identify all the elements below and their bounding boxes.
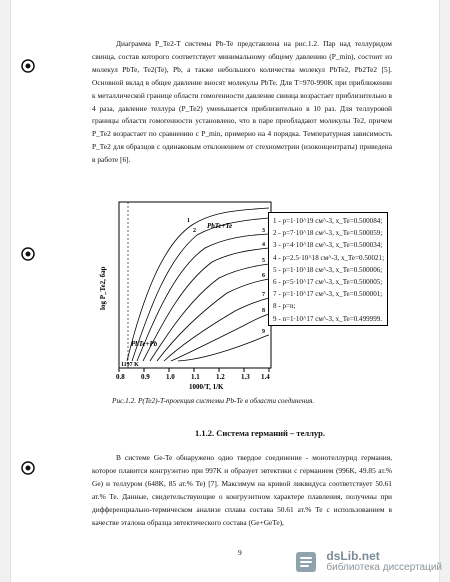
left-scan-edge: [0, 0, 11, 582]
region-label-pbte-pb: PbTe+Pb: [131, 340, 158, 348]
curve-label-2: 2: [193, 228, 196, 234]
legend-line-7: 7 - p=1·10^17 см^-3, x_Te=0.500001;: [273, 290, 383, 299]
curve-label-1: 1: [187, 218, 190, 224]
curve-label-4: 4: [262, 242, 265, 248]
punch-hole-icon: [20, 246, 36, 262]
legend-line-9: 9 - n=1·10^17 см^-3, x_Te=0.499999.: [273, 314, 383, 323]
curves: [127, 208, 269, 361]
legend-line-1: 1 - p=1·10^19 см^-3, x_Te=0.500084;: [273, 217, 383, 225]
legend-line-5: 5 - p=1·10^18 см^-3, x_Te=0.500006;: [273, 265, 383, 274]
x-tick-4: 1.2: [216, 373, 225, 381]
section-paragraph: В системе Ge-Te обнаружено одно твердое соединение - монотеллурид германия, которое плавится конгруэнтно при 997K и образует эвтектики с германием (996K, 49.85 ат.% Ge) и теллуром (648K, 85 ат.% Te) [7]. Максимум на кривой ликвидуса соответствует 50.61 ат.% Te. Данные, свидетельствующие о конгруэнтном характере плавления, получены при дифференциально-термическом анализе сплава состава 50.61 ат.% Te с использованием в качестве эталона образца эвтектического состава (Ge+GeTe),: [92, 453, 392, 527]
curve-label-5: 5: [262, 258, 265, 264]
legend-line-3: 3 - p=4·10^18 см^-3, x_Te=0.500034;: [273, 241, 383, 250]
punch-hole-icon: [20, 460, 36, 476]
page-number: 9: [238, 548, 242, 557]
document-page: [92, 38, 392, 167]
dslib-watermark: [292, 548, 442, 576]
region-label-pbte-te: PbTe+Te: [207, 222, 233, 230]
curve-label-8: 8: [262, 308, 265, 314]
watermark-subtitle: библиотека диссертаций: [326, 562, 442, 573]
x-axis-label: 1000/T, 1/K: [189, 383, 224, 391]
figure-legend: [268, 212, 388, 326]
intro-paragraph: Диаграмма P_Te2-T системы Pb-Te представлена на рис.1.2. Пар над теллуридом свинца, состав которого соответствует минимальному общему давлению (P_min), состоит из молекул PbTe, Te2(Te), Pb, а также небольшого количества молекул PbTe2, Pb2Te2 [5]. Основной вклад в общее давление вносят молекулы PbTe. Для T=970-990K при приближении к металлической границе области гомогенности давление свинца возрастает приблизительно в 4 раза, давление теллура (P_Te2) уменьшается приблизительно в 10 раз. Для теллуровой границы области гомогенности установлено, что в паре преобладают молекулы Te2, причем P_Te2 возрастает по сравнению с P_min, примерно на 4 порядка. Температурная зависимость P_Te2 для образцов с одинаковым отклонением от стехиометрии (изоконцентраты) приведена в работе [6].: [92, 39, 392, 165]
section-body: [92, 452, 392, 529]
figure-caption: Рис.1.2. P(Te2)-T-проекция системы Pb-Te в области соединения.: [112, 396, 315, 405]
legend-line-2: 2 - p=7·10^18 см^-3, x_Te=0.500059;: [273, 229, 383, 238]
x-axis-ticks: [119, 368, 269, 372]
curve-label-6: 6: [262, 273, 265, 279]
watermark-title: dsLib.net: [326, 549, 380, 563]
y-axis-label: log P_Te2, бар: [99, 266, 107, 310]
x-tick-5: 1.3: [241, 373, 250, 381]
section-title: 1.1.2. Система германий – теллур.: [195, 428, 325, 438]
curve-label-7: 7: [262, 292, 265, 298]
right-scan-edge: [439, 0, 450, 582]
curve-label-9: 9: [262, 329, 265, 335]
x-tick-0: 0.8: [116, 373, 125, 381]
x-tick-6: 1.4: [261, 373, 270, 381]
x-tick-2: 1.0: [166, 373, 175, 381]
temp-mark: 1197 K: [121, 362, 139, 368]
legend-line-6: 6 - p=5·10^17 см^-3, x_Te=0.500005;: [273, 278, 383, 287]
dslib-logo-icon: [292, 548, 320, 576]
legend-line-4: 4 - p=2.5·10^18 см^-3, x_Te=0.50021;: [273, 253, 385, 262]
punch-hole-icon: [20, 58, 36, 74]
legend-line-8: 8 - p=n;: [273, 302, 296, 311]
curve-label-3: 3: [262, 228, 265, 234]
x-tick-1: 0.9: [141, 373, 150, 381]
x-tick-3: 1.1: [191, 373, 200, 381]
